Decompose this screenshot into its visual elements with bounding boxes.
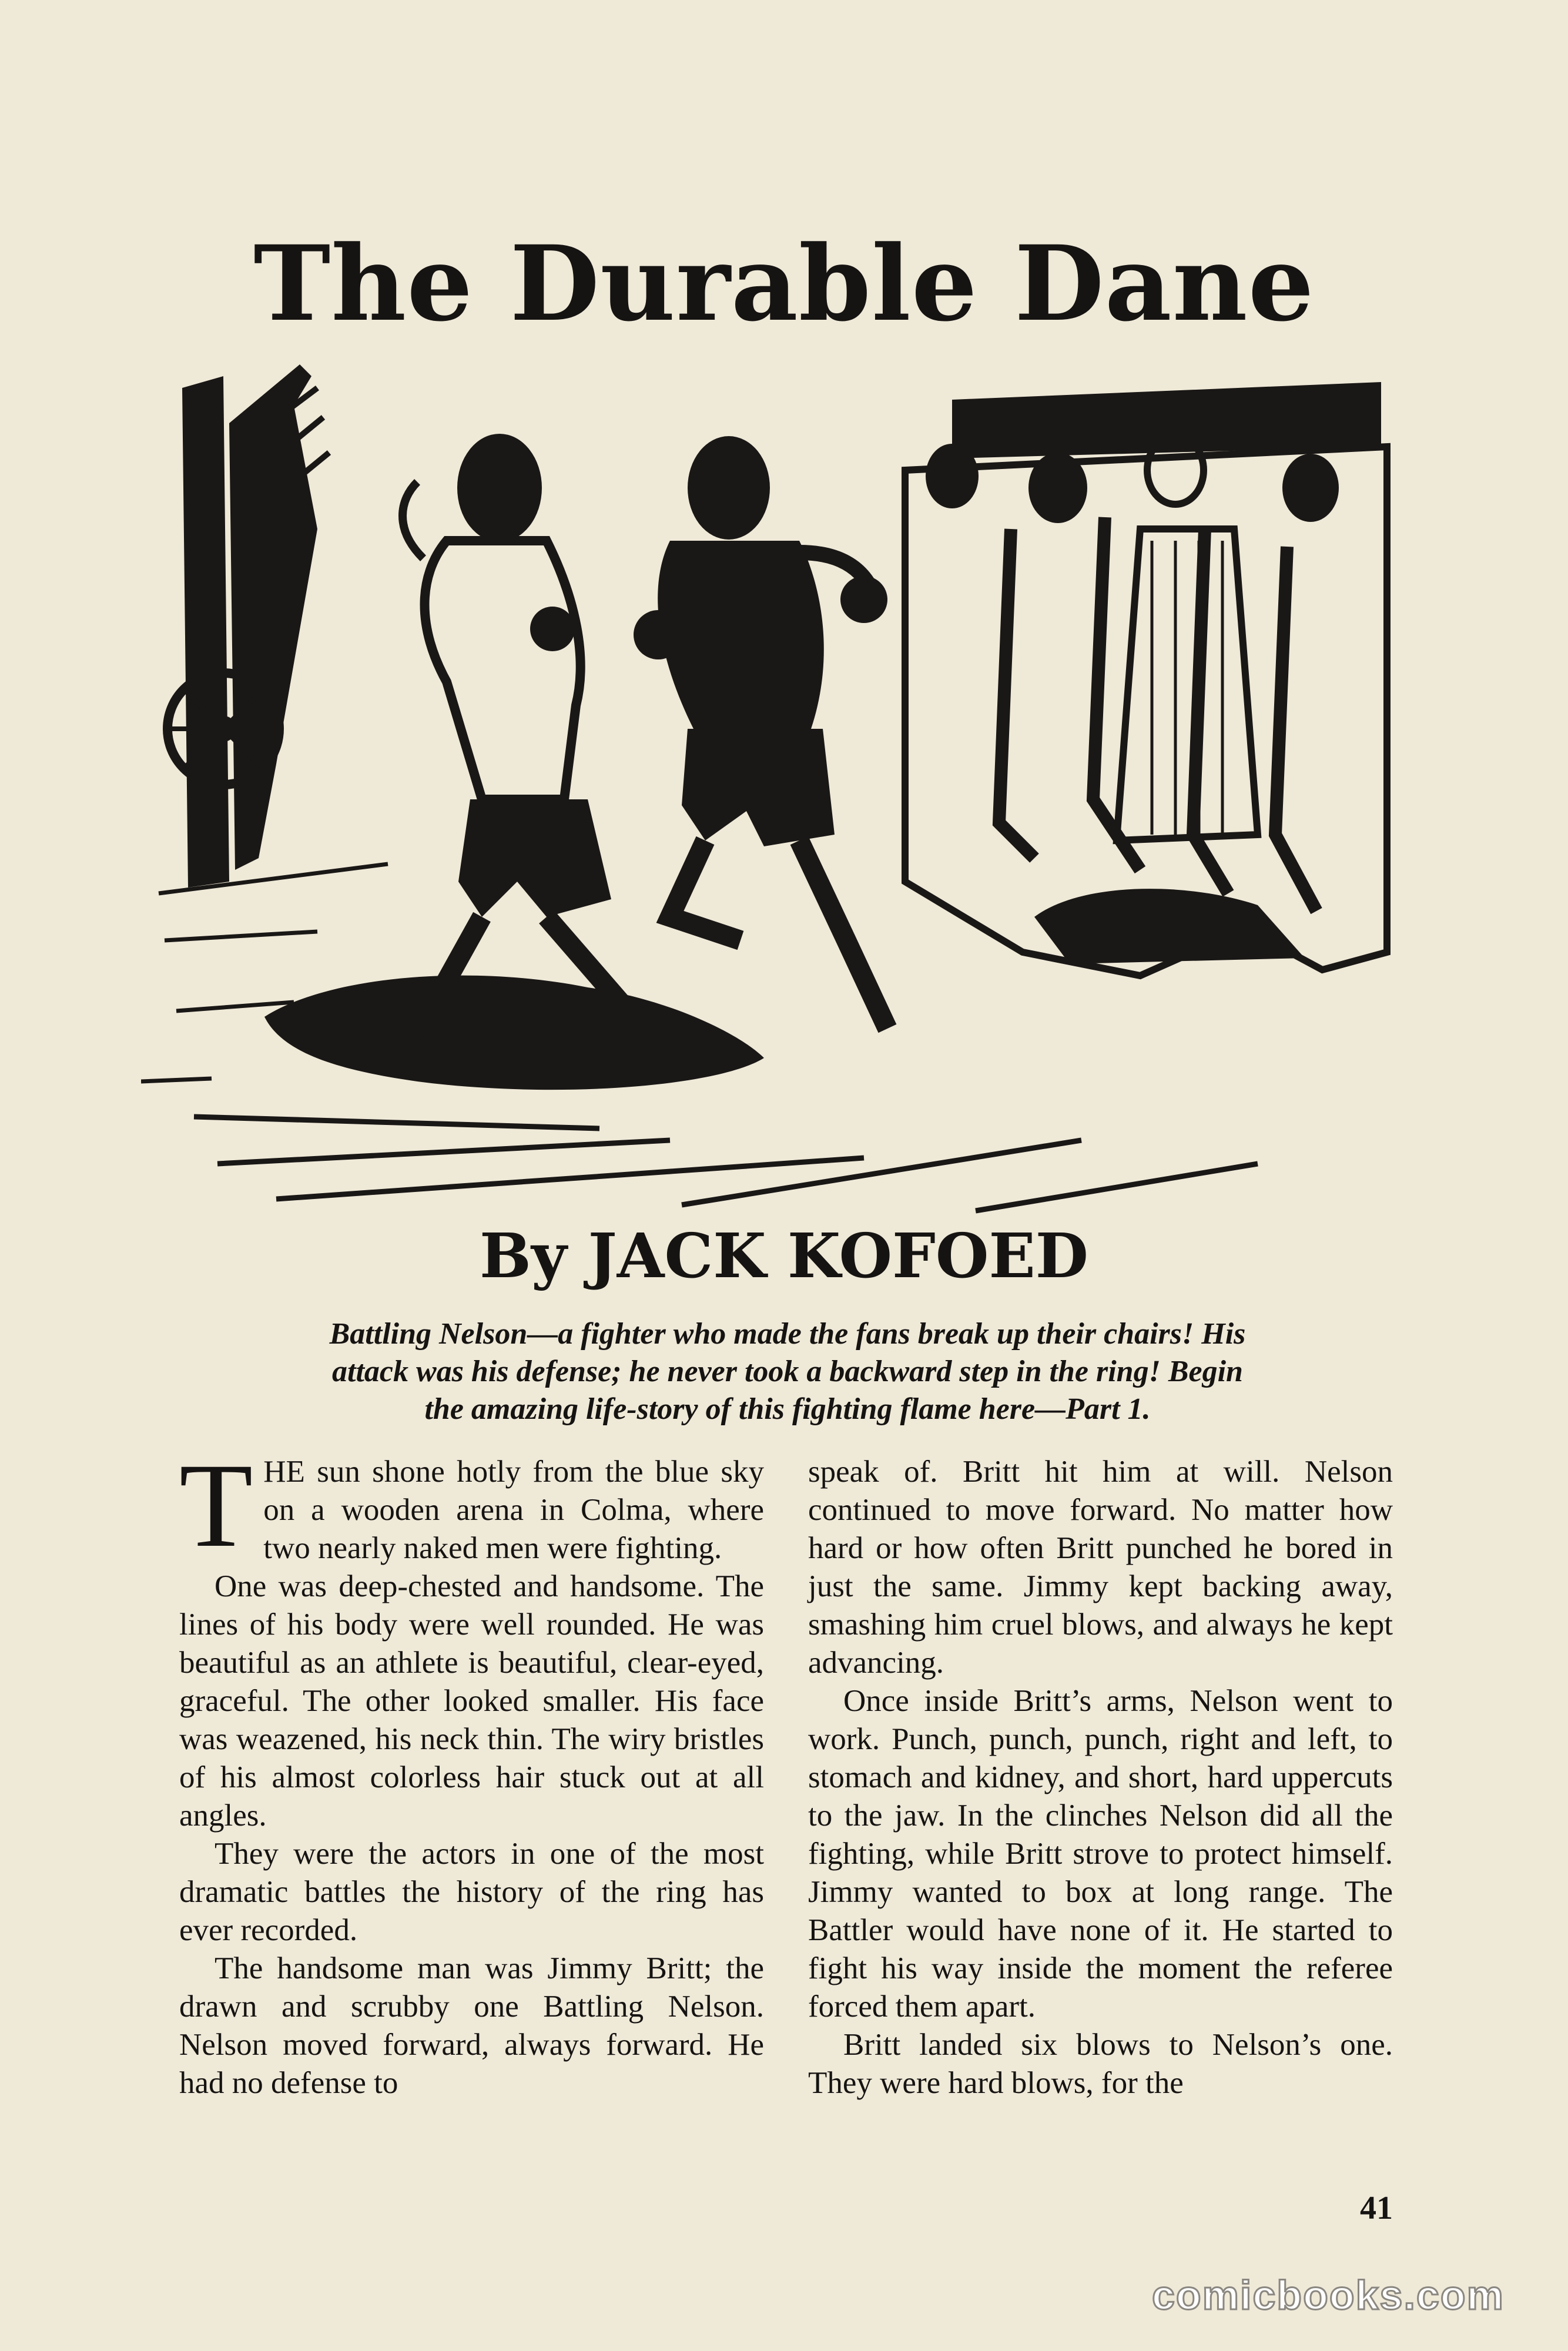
paragraph: The handsome man was Jimmy Britt; the drawn and scrubby one Battling Nelson. Nelson moved forward, always forward. He had no defense to [179, 1951, 764, 2100]
paragraph [179, 1439, 764, 1572]
boxing-match-illustration [141, 353, 1422, 1223]
blurb-line: the amazing life-story of this fighting flame here—Part 1. [424, 1392, 1151, 1426]
drop-cap: T [179, 1439, 253, 1572]
article-title: The Durable Dane [253, 223, 1315, 344]
paragraph: speak of. Britt hit him at will. Nelson continued to move forward. No matter how hard or how often Britt punched he bored in just the same. Jimmy kept backing away, smashing him cruel blows, and always he kept advancing. [808, 1455, 1393, 1680]
blurb-line: attack was his defense; he never took a backward step in the ring! Begin [332, 1355, 1243, 1388]
blurb-line: Battling Nelson—a fighter who made the fans break up their chairs! His [329, 1317, 1246, 1351]
paragraph: Once inside Britt’s arms, Nelson went to work. Punch, punch, punch, right and left, to stomach and kidney, and short, hard uppercuts to the jaw. In the clinches Nelson did all the fighting, while Britt strove to protect himself. Jimmy wanted to box at long range. The Battler would have none of it. He started to fight his way inside the moment the referee forced them apart. [808, 1684, 1393, 2024]
paragraph: Britt landed six blows to Nelson’s one. They were hard blows, for the [808, 2028, 1393, 2100]
page-number: 41 [1360, 2190, 1393, 2226]
byline: By JACK KOFOED [480, 1220, 1088, 1292]
article-column-left [179, 1439, 764, 2102]
paragraph: They were the actors in one of the most dramatic battles the history of the ring has ever recorded. [179, 1837, 764, 1947]
article-column-right [808, 1453, 1393, 2102]
article-blurb [179, 1315, 1396, 1428]
watermark: comicbooks.com [1152, 2272, 1505, 2318]
paragraph-text: HE sun shone hotly from the blue sky on a wooden arena in Colma, where two nearly naked men were fighting. [263, 1455, 764, 1565]
paragraph: One was deep-chested and handsome. The lines of his body were well rounded. He was beautiful as an athlete is beautiful, clear-eyed, graceful. The other looked smaller. His face was weazened, his neck thin. The wiry bristles of his almost colorless hair stuck out at all angles. [179, 1569, 764, 1833]
